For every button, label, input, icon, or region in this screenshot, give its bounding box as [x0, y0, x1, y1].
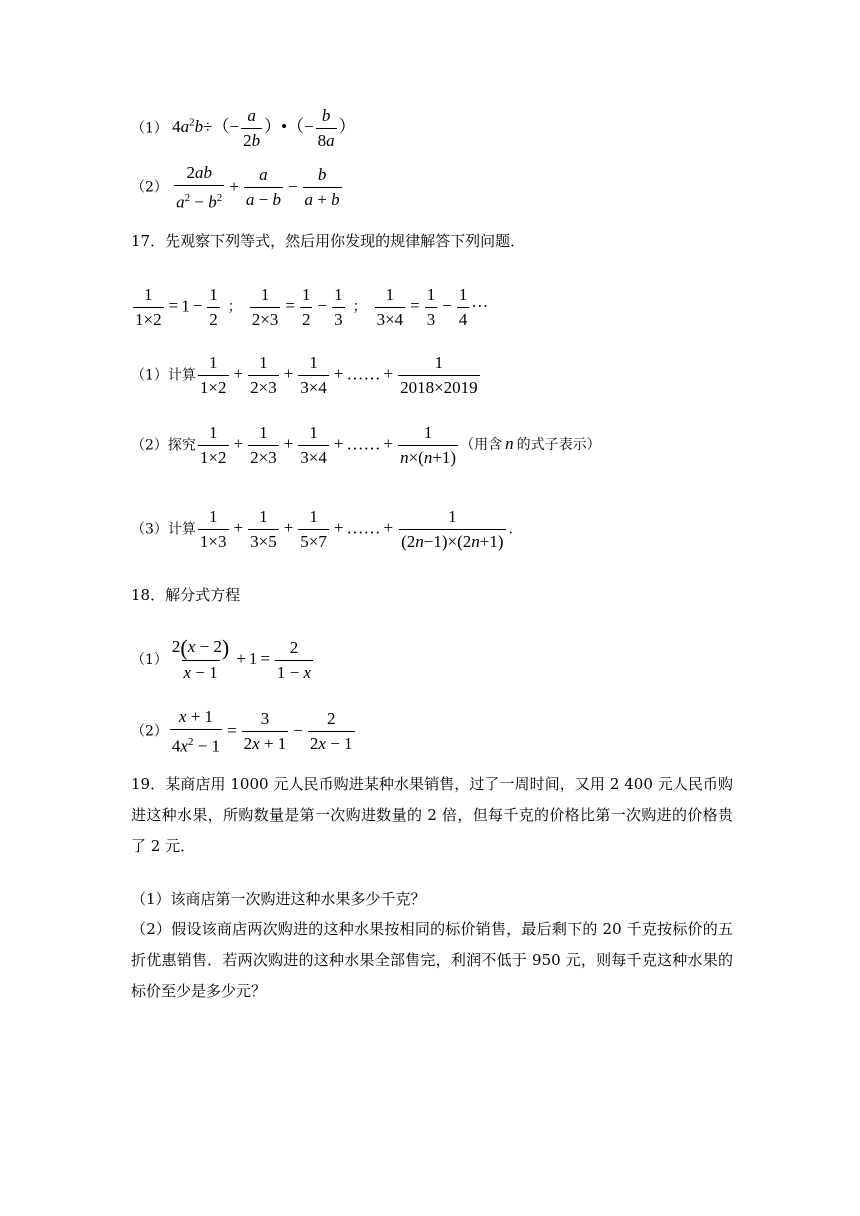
- q18-part1-label: （1）: [131, 651, 168, 668]
- ellipsis: ···: [471, 296, 489, 316]
- q17-part1: （1）计算 $\frac{1}{1\times 2}$ + $\frac{1}{2\times 3}$ + $\frac{1}{3\times 4}$ + …… + $\frac{1}{2018\times 2019}$: [131, 353, 478, 397]
- dots: ……: [346, 434, 381, 454]
- q17-part3-label: （3）计算: [131, 521, 196, 538]
- q17-part3: （3）计算 $\frac{1}{1\times 3}$ + $\frac{1}{3\times 5}$ + $\frac{1}{5\times 7}$ + …… + $\frac{1}{(2n-1)\times(2n+1)}$ ．: [131, 507, 523, 551]
- q16-part2-label: （2）: [131, 179, 168, 196]
- q19-stem: 19．某商店用 1000 元人民币购进某种水果销售，过了一周时间，又用 2 400 元人民币购进这种水果，所购数量是第一次购进数量的 2 倍，但每千克的价格比第一次购进的价格贵了 2 元．: [131, 775, 733, 855]
- q17-part2-note: （用含 n 的式子表示）: [460, 434, 601, 454]
- q17-pattern: $\frac{1}{1\times 2}$ = 1 − $\frac{1}{2}$ ； $\frac{1}{2\times 3}$ = $\frac{1}{2}$ − $\frac{1}{3}$ ； $\frac{1}{3\times 4}$ = $\frac{1}{3}$ − $\frac{1}{4}$ ···: [135, 285, 489, 329]
- q17-part2-label: （2）探究: [131, 437, 196, 454]
- q18-part2-label: （2）: [131, 723, 168, 740]
- q18-part2: （2） $\frac{x + 1}{4x^2 - 1}$ = $\frac{3}{2x + 1}$ − $\frac{2}{2x - 1}$: [131, 707, 353, 756]
- dots: ……: [346, 518, 381, 538]
- separator: ；: [227, 300, 242, 316]
- q17-part1-label: （1）计算: [131, 367, 196, 384]
- q18-part1: （1） $\frac{2(x - 2)}{x - 1}$ + 1 = $\frac{2}{1 - x}$: [131, 635, 312, 683]
- q19-part2: （2）假设该商店两次购进的这种水果按相同的标价销售，最后剩下的 20 千克按标价的五折优惠销售．若两次购进的这种水果全部售完，利润不低于 950 元，则每千克这种水果的标价至少是多少元？: [131, 920, 733, 1000]
- q16-part1-label: （1）: [131, 120, 168, 137]
- q17-part2: （2）探究 $\frac{1}{1\times 2}$ + $\frac{1}{2\times 3}$ + $\frac{1}{3\times 4}$ + …… + $\frac{1}{n\times(n+1)}$ （用含 n 的式子表示）: [131, 423, 601, 467]
- q18-stem: 18．解分式方程: [131, 586, 241, 604]
- q16-part2-expression: $\frac{2ab}{a^2 - b^2}$ + $\frac{a}{a - b}$ − $\frac{b}{a + b}$: [176, 163, 340, 212]
- q16-part1: [131, 106, 356, 151]
- separator: ；: [352, 300, 367, 316]
- q16-part2: [131, 163, 344, 213]
- dots: ……: [346, 364, 381, 384]
- q17-stem: 17．先观察下列等式，然后用你发现的规律解答下列问题．: [131, 232, 526, 250]
- q19-part1: （1）该商店第一次购进这种水果多少千克？: [131, 890, 426, 908]
- q16-part1-expression: $4a^2b\div(-$ $\frac{a}{2b}$ ）•（− $\frac{b}{8a}$ ）: [172, 106, 356, 150]
- period: ．: [508, 521, 523, 538]
